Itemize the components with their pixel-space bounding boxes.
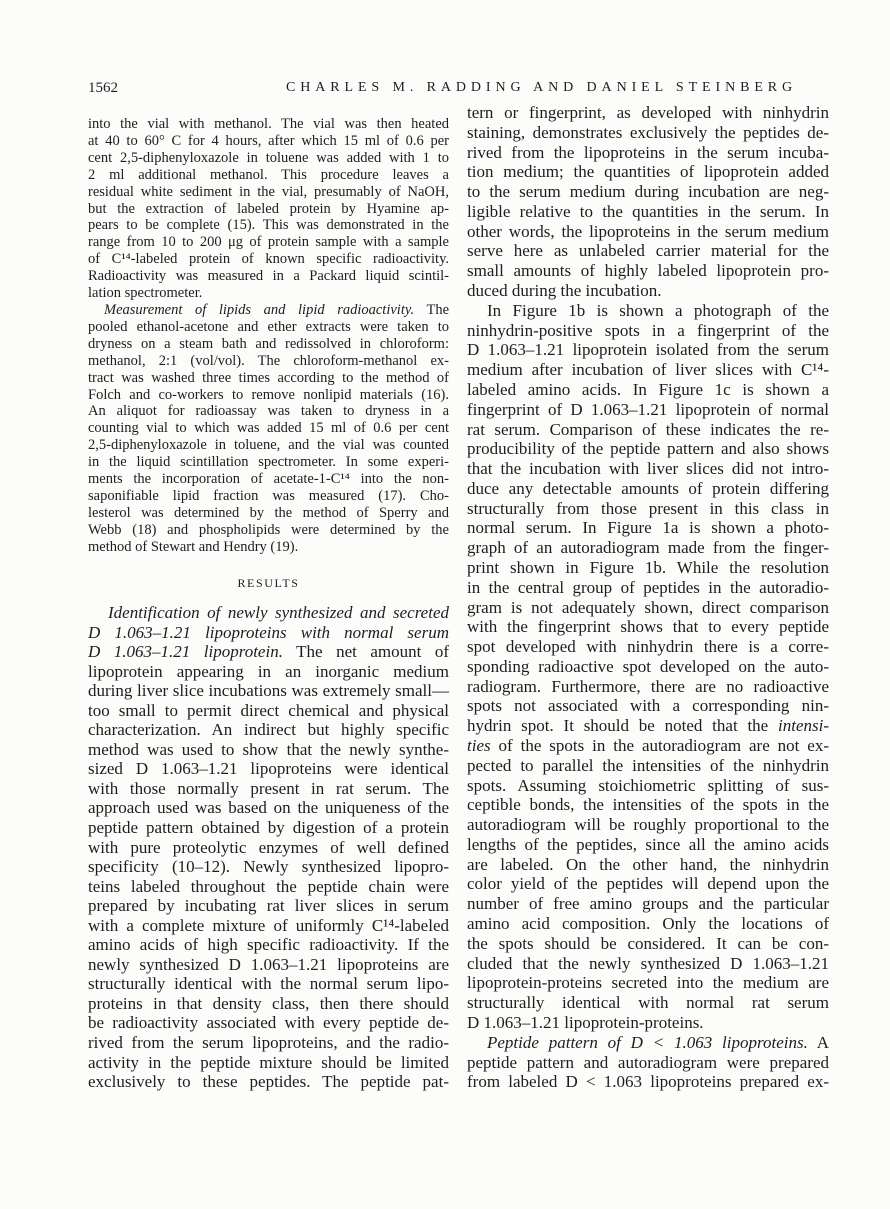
text-line: but the extraction of labeled protein by Hyamine ap- (88, 200, 449, 217)
text-line: Radioactivity was measured in a Packard liquid scintil- (88, 268, 449, 285)
paragraph (88, 302, 449, 556)
results-heading: RESULTS (237, 576, 300, 590)
text-line: Webb (18) and phospholipids were determined by the (88, 521, 449, 538)
text-line: amino acid composition. Only the locations of (467, 914, 829, 934)
text-line: 2,5-diphenyloxazole in toluene, and the vial was counted (88, 437, 449, 454)
text-line: rived from the serum lipoproteins, and the radio- (88, 1033, 449, 1053)
text-line: the spots should be considered. It can be con- (467, 933, 829, 953)
text-line (88, 302, 449, 319)
text-line: with those normally present in rat serum. The (88, 778, 449, 798)
text-line: Folch and co-workers to remove nonlipid materials (16). (88, 386, 449, 403)
text-line: rat serum. Comparison of these indicates the re- (467, 419, 829, 439)
text-line: duce any detectable amounts of protein differing (467, 478, 829, 498)
text-line: sized D 1.063–1.21 lipoproteins were identical (88, 759, 449, 779)
text-line: pooled ethanol-acetone and ether extracts were taken to (88, 318, 449, 335)
text-line: peptide pattern obtained by digestion of a protein (88, 818, 449, 838)
paragraph (88, 116, 449, 302)
text-line: radiogram. Furthermore, there are no radioactive (467, 676, 829, 696)
right-column (467, 103, 829, 1092)
text-line (88, 642, 449, 662)
text-line: tract was washed three times according to the method of (88, 369, 449, 386)
paragraph (88, 603, 449, 1092)
text-line: medium after incubation of liver slices with C¹⁴- (467, 360, 829, 380)
text-line: rived from the lipoproteins in the serum incuba- (467, 142, 829, 162)
text-line: ments the incorporation of acetate-1-C¹⁴ into the non- (88, 471, 449, 488)
text-line: are labeled. On the other hand, the ninhydrin (467, 854, 829, 874)
text-line: prepared by incubating rat liver slices in serum (88, 896, 449, 916)
text-line: pected to parallel the intensities of the ninhydrin (467, 755, 829, 775)
text-line: gram is not adequately shown, direct comparison (467, 597, 829, 617)
text-line (467, 716, 829, 736)
text-line: exclusively to these peptides. The peptide pat- (88, 1072, 449, 1092)
text-line: lipoprotein-proteins secreted into the medium are (467, 973, 829, 993)
text-line: cluded that the newly synthesized D 1.063–1.21 (467, 953, 829, 973)
italic-run: Peptide pattern of D < 1.063 lipoproteins. (487, 1032, 808, 1052)
text-line: during liver slice incubations was extremely small— (88, 681, 449, 701)
text-line: small amounts of highly labeled lipoprotein pro- (467, 261, 829, 281)
paragraph (467, 103, 829, 301)
text-line: to the serum medium during incubation are neg- (467, 182, 829, 202)
text-line: with a complete mixture of uniformly C¹⁴-labeled (88, 915, 449, 935)
text-line: ninhydrin-positive spots in a fingerprint of the (467, 320, 829, 340)
text-line: specificity (10–12). Newly synthesized lipopro- (88, 857, 449, 877)
text-line: newly synthesized D 1.063–1.21 lipoproteins are (88, 954, 449, 974)
text-line: D 1.063–1.21 lipoprotein isolated from the serum (467, 340, 829, 360)
text-line: sponding radioactive spot developed on the auto- (467, 656, 829, 676)
text-line: activity in the peptide mixture should be limited (88, 1052, 449, 1072)
text-line: structurally identical with the normal serum lipo- (88, 974, 449, 994)
text-line: structurally identical with normal rat serum (467, 993, 829, 1013)
text-run: The (414, 301, 449, 318)
text-line: D 1.063–1.21 lipoprotein-proteins. (467, 1012, 704, 1032)
text-line: structurally from those present in this class in (467, 498, 829, 518)
text-line: spot developed with ninhydrin there is a corre- (467, 637, 829, 657)
text-line: tion medium; the quantities of lipoprotein added (467, 162, 829, 182)
text-line: duced during the incubation. (467, 281, 662, 301)
italic-run: ties (467, 736, 491, 755)
text-line: characterization. An indirect but highly specific (88, 720, 449, 740)
text-line: be radioactivity associated with every peptide de- (88, 1013, 449, 1033)
italic-run: D 1.063–1.21 lipoprotein. (88, 642, 283, 662)
text-line: ceptible bonds, the intensities of the spots in the (467, 795, 829, 815)
text-line: at 40 to 60° C for 4 hours, after which 15 ml of 0.6 per (88, 132, 449, 149)
text-line: lation spectrometer. (88, 285, 203, 302)
text-line: into the vial with methanol. The vial was then heated (88, 116, 449, 132)
text-line (467, 736, 829, 756)
text-line: An aliquot for radioassay was taken to dryness in a (88, 403, 449, 420)
text-run: of the spots in the autoradiogram are not ex- (490, 736, 829, 755)
text-line: of C¹⁴-labeled protein of known specific radioactivity. (88, 251, 449, 268)
text-line: teins labeled throughout the peptide chain were (88, 876, 449, 896)
text-line: ligible relative to the quantities in the serum. In (467, 201, 829, 221)
text-line: that the incubation with liver slices did not intro- (467, 459, 829, 479)
italic-run: Identification of newly synthesized and secreted (108, 603, 449, 622)
text-line: number of free amino groups and the particular (467, 894, 829, 914)
text-line: autoradiogram will be roughly proportional to the (467, 815, 829, 835)
text-line: residual white sediment in the vial, presumably of NaOH, (88, 183, 449, 200)
paragraph (467, 301, 829, 1033)
text-line: color yield of the peptides will depend upon the (467, 874, 829, 894)
text-line: serve here as unlabeled carrier material for the (467, 241, 829, 261)
text-line: too small to permit direct chemical and physical (88, 700, 449, 720)
text-line: in the central group of peptides in the autoradio- (467, 577, 829, 597)
italic-run: Measurement of lipids and lipid radioactivity. (104, 301, 415, 318)
text-line: tern or fingerprint, as developed with ninhydrin (467, 103, 829, 122)
text-run: A (807, 1032, 829, 1052)
text-line: lengths of the peptides, since all the amino acids (467, 834, 829, 854)
text-line: fingerprint of D 1.063–1.21 lipoprotein of normal (467, 399, 829, 419)
text-line: methanol, 2:1 (vol/vol). The chloroform-methanol ex- (88, 352, 449, 369)
running-head-authors: CHARLES M. RADDING AND DANIEL STEINBERG (286, 80, 798, 95)
text-line: lesterol was determined by the method of Sperry and (88, 504, 449, 521)
text-line: with pure proteolytic enzymes of well defined (88, 837, 449, 857)
text-line: in the liquid scintillation spectrometer. In some experi- (88, 454, 449, 471)
text-line: other words, the lipoproteins in the serum medium (467, 221, 829, 241)
text-line: approach used was based on the uniqueness of the (88, 798, 449, 818)
paragraph (467, 1033, 829, 1092)
text-line: producibility of the peptide pattern and also shows (467, 439, 829, 459)
methods-section (88, 116, 449, 556)
text-line: from labeled D < 1.063 lipoproteins prepared ex- (467, 1072, 829, 1092)
text-line: peptide pattern and autoradiogram were prepared (467, 1052, 829, 1072)
text-line: range from 10 to 200 μg of protein sample with a sample (88, 234, 449, 251)
text-line: proteins in that density class, then there should (88, 993, 449, 1013)
italic-run: intensi- (778, 716, 829, 736)
text-line: In Figure 1b is shown a photograph of the (487, 300, 829, 320)
text-line: counting vial to which was added 15 ml of 0.6 per cent (88, 420, 449, 437)
text-line: with the fingerprint shows that to every peptide (467, 617, 829, 637)
text-line: spots not associated with a corresponding nin- (467, 696, 829, 716)
text-line (467, 1033, 829, 1053)
text-line: lipoprotein appearing in an inorganic medium (88, 661, 449, 681)
results-section (88, 603, 449, 1092)
text-run: The net amount of (282, 642, 449, 662)
page-number: 1562 (88, 80, 118, 96)
text-line: normal serum. In Figure 1a is shown a photo- (467, 518, 829, 538)
text-line: pears to be complete (15). This was demonstrated in the (88, 217, 449, 234)
text-line: cent 2,5-diphenyloxazole in toluene was added with 1 to (88, 149, 449, 166)
text-line (88, 623, 449, 643)
text-line: method was used to show that the newly synthe- (88, 739, 449, 759)
text-run: hydrin spot. It should be noted that the (467, 716, 778, 736)
text-line: 2 ml additional methanol. This procedure leaves a (88, 166, 449, 183)
text-line: dryness on a steam bath and redissolved in chloroform: (88, 335, 449, 352)
text-line: amino acids of high specific radioactivity. If the (88, 935, 449, 955)
text-line: print shown in Figure 1b. While the resolution (467, 557, 829, 577)
italic-run: D 1.063–1.21 lipoproteins with normal serum (88, 622, 449, 642)
text-line: saponifiable lipid fraction was measured (17). Cho- (88, 487, 449, 504)
text-line: graph of an autoradiogram made from the finger- (467, 538, 829, 558)
text-line (88, 603, 449, 623)
text-line: labeled amino acids. In Figure 1c is shown a (467, 379, 829, 399)
text-line: spots. Assuming stoichiometric splitting of sus- (467, 775, 829, 795)
text-line: method of Stewart and Hendry (19). (88, 538, 299, 555)
text-line: staining, demonstrates exclusively the peptides de- (467, 122, 829, 142)
